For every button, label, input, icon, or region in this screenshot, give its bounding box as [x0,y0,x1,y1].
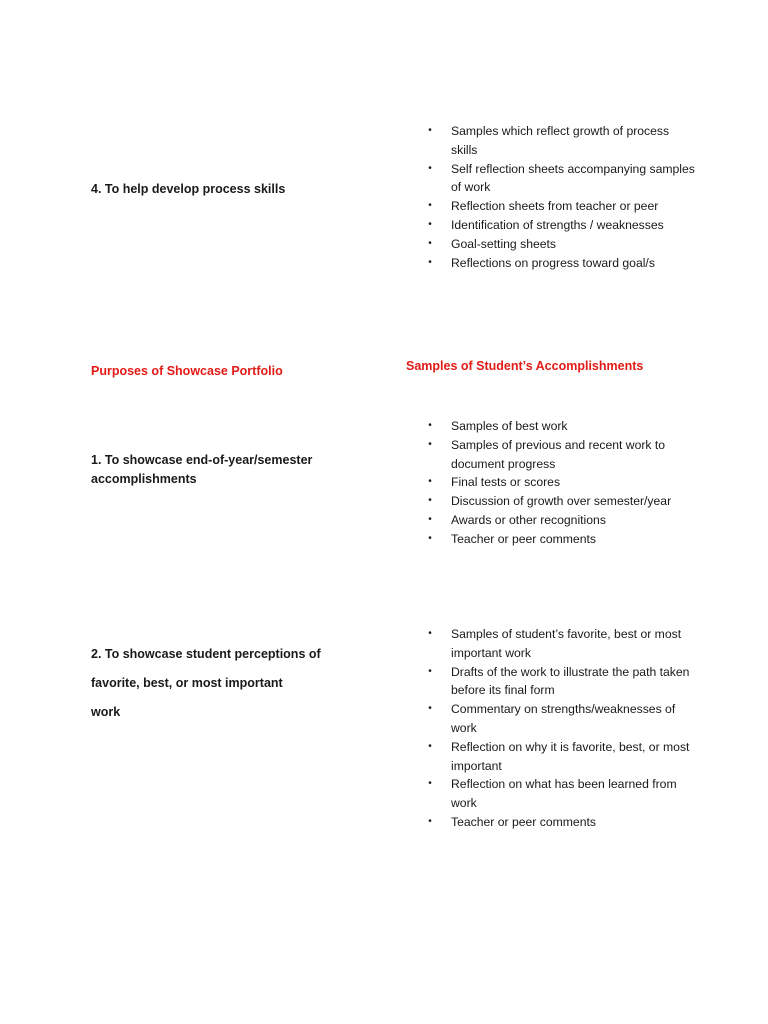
list-item: • Reflections on progress toward goal/s [425,254,695,273]
list-item: • Discussion of growth over semester/year [425,492,695,511]
bullet-icon: • [428,628,432,639]
bullet-icon: • [428,218,432,230]
heading-samples-accomplishments: Samples of Student’s Accomplishments [406,359,644,373]
bullet-icon: • [428,703,432,715]
list-item: • Samples of student’s favorite, best or most important work [425,625,695,663]
purpose-line: work [91,705,121,719]
list-item: • Teacher or peer comments [425,813,695,832]
list-item: • Commentary on strengths/weaknesses of work [425,700,695,738]
bullet-icon: • [428,778,432,790]
bullet-icon: • [428,125,432,136]
purpose-student-perceptions [91,640,321,727]
bullet-icon: • [428,256,432,268]
bullet-icon: • [428,665,432,677]
purpose-end-of-year: 1. To showcase end-of-year/semester accomplishments [91,453,313,486]
bullet-icon: • [428,740,432,752]
list-item: • Final tests or scores [425,473,695,492]
bullet-icon: • [428,476,432,488]
list-item: • Reflection sheets from teacher or peer [425,197,695,216]
list-item: • Reflection on why it is favorite, best, or most important [425,738,695,776]
bullet-icon: • [428,815,432,827]
process-skills-samples-list [425,122,695,272]
bullet-icon: • [428,420,432,431]
bullet-icon: • [428,438,432,450]
accomplishments-samples-list [425,417,695,549]
list-item: • Teacher or peer comments [425,530,695,549]
list-item: • Samples of best work [425,417,695,436]
list-item: • Identification of strengths / weaknesses [425,216,695,235]
purpose-process-skills: 4. To help develop process skills [91,182,286,196]
list-item: • Samples which reflect growth of process skills [425,122,695,160]
list-item: • Samples of previous and recent work to document progress [425,436,695,474]
list-item: • Awards or other recognitions [425,511,695,530]
heading-purposes-showcase: Purposes of Showcase Portfolio [91,364,283,378]
list-item: • Self reflection sheets accompanying samples of work [425,160,695,198]
purpose-line: 2. To showcase student perceptions of [91,647,321,661]
bullet-icon: • [428,162,432,174]
list-item: • Drafts of the work to illustrate the path taken before its final form [425,663,695,701]
bullet-icon: • [428,237,432,249]
perceptions-samples-list [425,625,695,832]
bullet-icon: • [428,532,432,544]
bullet-icon: • [428,495,432,507]
list-item: • Reflection on what has been learned from work [425,775,695,813]
bullet-icon: • [428,200,432,212]
purpose-line: favorite, best, or most important [91,676,283,690]
bullet-icon: • [428,513,432,525]
list-item: • Goal-setting sheets [425,235,695,254]
